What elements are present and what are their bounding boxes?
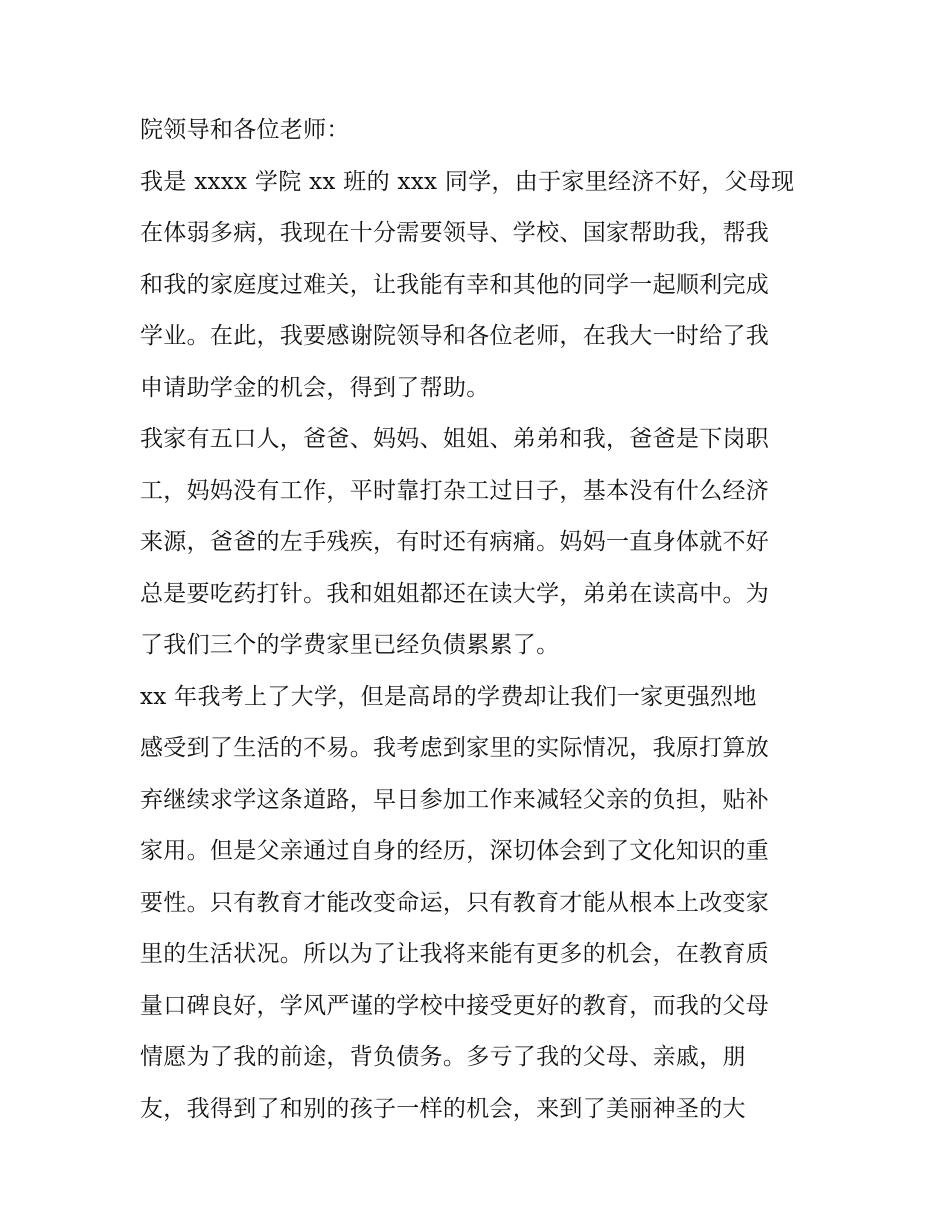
- text-line: 来源，爸爸的左手残疾，有时还有病痛。妈妈一直身体就不好: [140, 529, 770, 555]
- text-line: 我家有五口人，爸爸、妈妈、姐姐、弟弟和我，爸爸是下岗职: [140, 426, 770, 452]
- text-line: 弃继续求学这条道路，早日参加工作来减轻父亲的负担，贴补: [140, 786, 770, 813]
- text-line: 在体弱多病，我现在十分需要领导、学校、国家帮助我，帮我: [140, 220, 770, 246]
- text-line: 学业。在此，我要感谢院领导和各位老师，在我大一时给了我: [140, 323, 770, 349]
- text-line: 里的生活状况。所以为了让我将来能有更多的机会，在教育质: [140, 941, 770, 967]
- text-line: 申请助学金的机会，得到了帮助。: [140, 374, 490, 401]
- letter-body: [140, 108, 820, 1138]
- text-line: 感受到了生活的不易。我考虑到家里的实际情况，我原打算放: [140, 735, 770, 761]
- text-line: 总是要吃药打针。我和姐姐都还在读大学，弟弟在读高中。为: [140, 580, 770, 607]
- text-line: 要性。只有教育才能改变命运，只有教育才能从根本上改变家: [140, 889, 770, 916]
- text-line: 家用。但是父亲通过自身的经历，深切体会到了文化知识的重: [140, 838, 770, 864]
- text-line: 了我们三个的学费家里已经负债累累了。: [140, 632, 560, 658]
- text-line: 友，我得到了和别的孩子一样的机会，来到了美丽神圣的大: [140, 1095, 746, 1122]
- salutation: 院领导和各位老师：: [140, 117, 350, 143]
- text-line: 量口碑良好，学风严谨的学校中接受更好的教育，而我的父母: [140, 992, 770, 1019]
- text-line: 和我的家庭度过难关，让我能有幸和其他的同学一起顺利完成: [140, 271, 770, 298]
- text-line: 工，妈妈没有工作，平时靠打杂工过日子，基本没有什么经济: [140, 477, 770, 504]
- text-line: 我是 xxxx 学院 xx 班的 xxx 同学，由于家里经济不好，父母现: [140, 168, 795, 195]
- text-line: xx 年我考上了大学，但是高昂的学费却让我们一家更强烈地: [140, 683, 757, 710]
- text-line: 情愿为了我的前途，背负债务。多亏了我的父母、亲戚，朋: [140, 1044, 746, 1070]
